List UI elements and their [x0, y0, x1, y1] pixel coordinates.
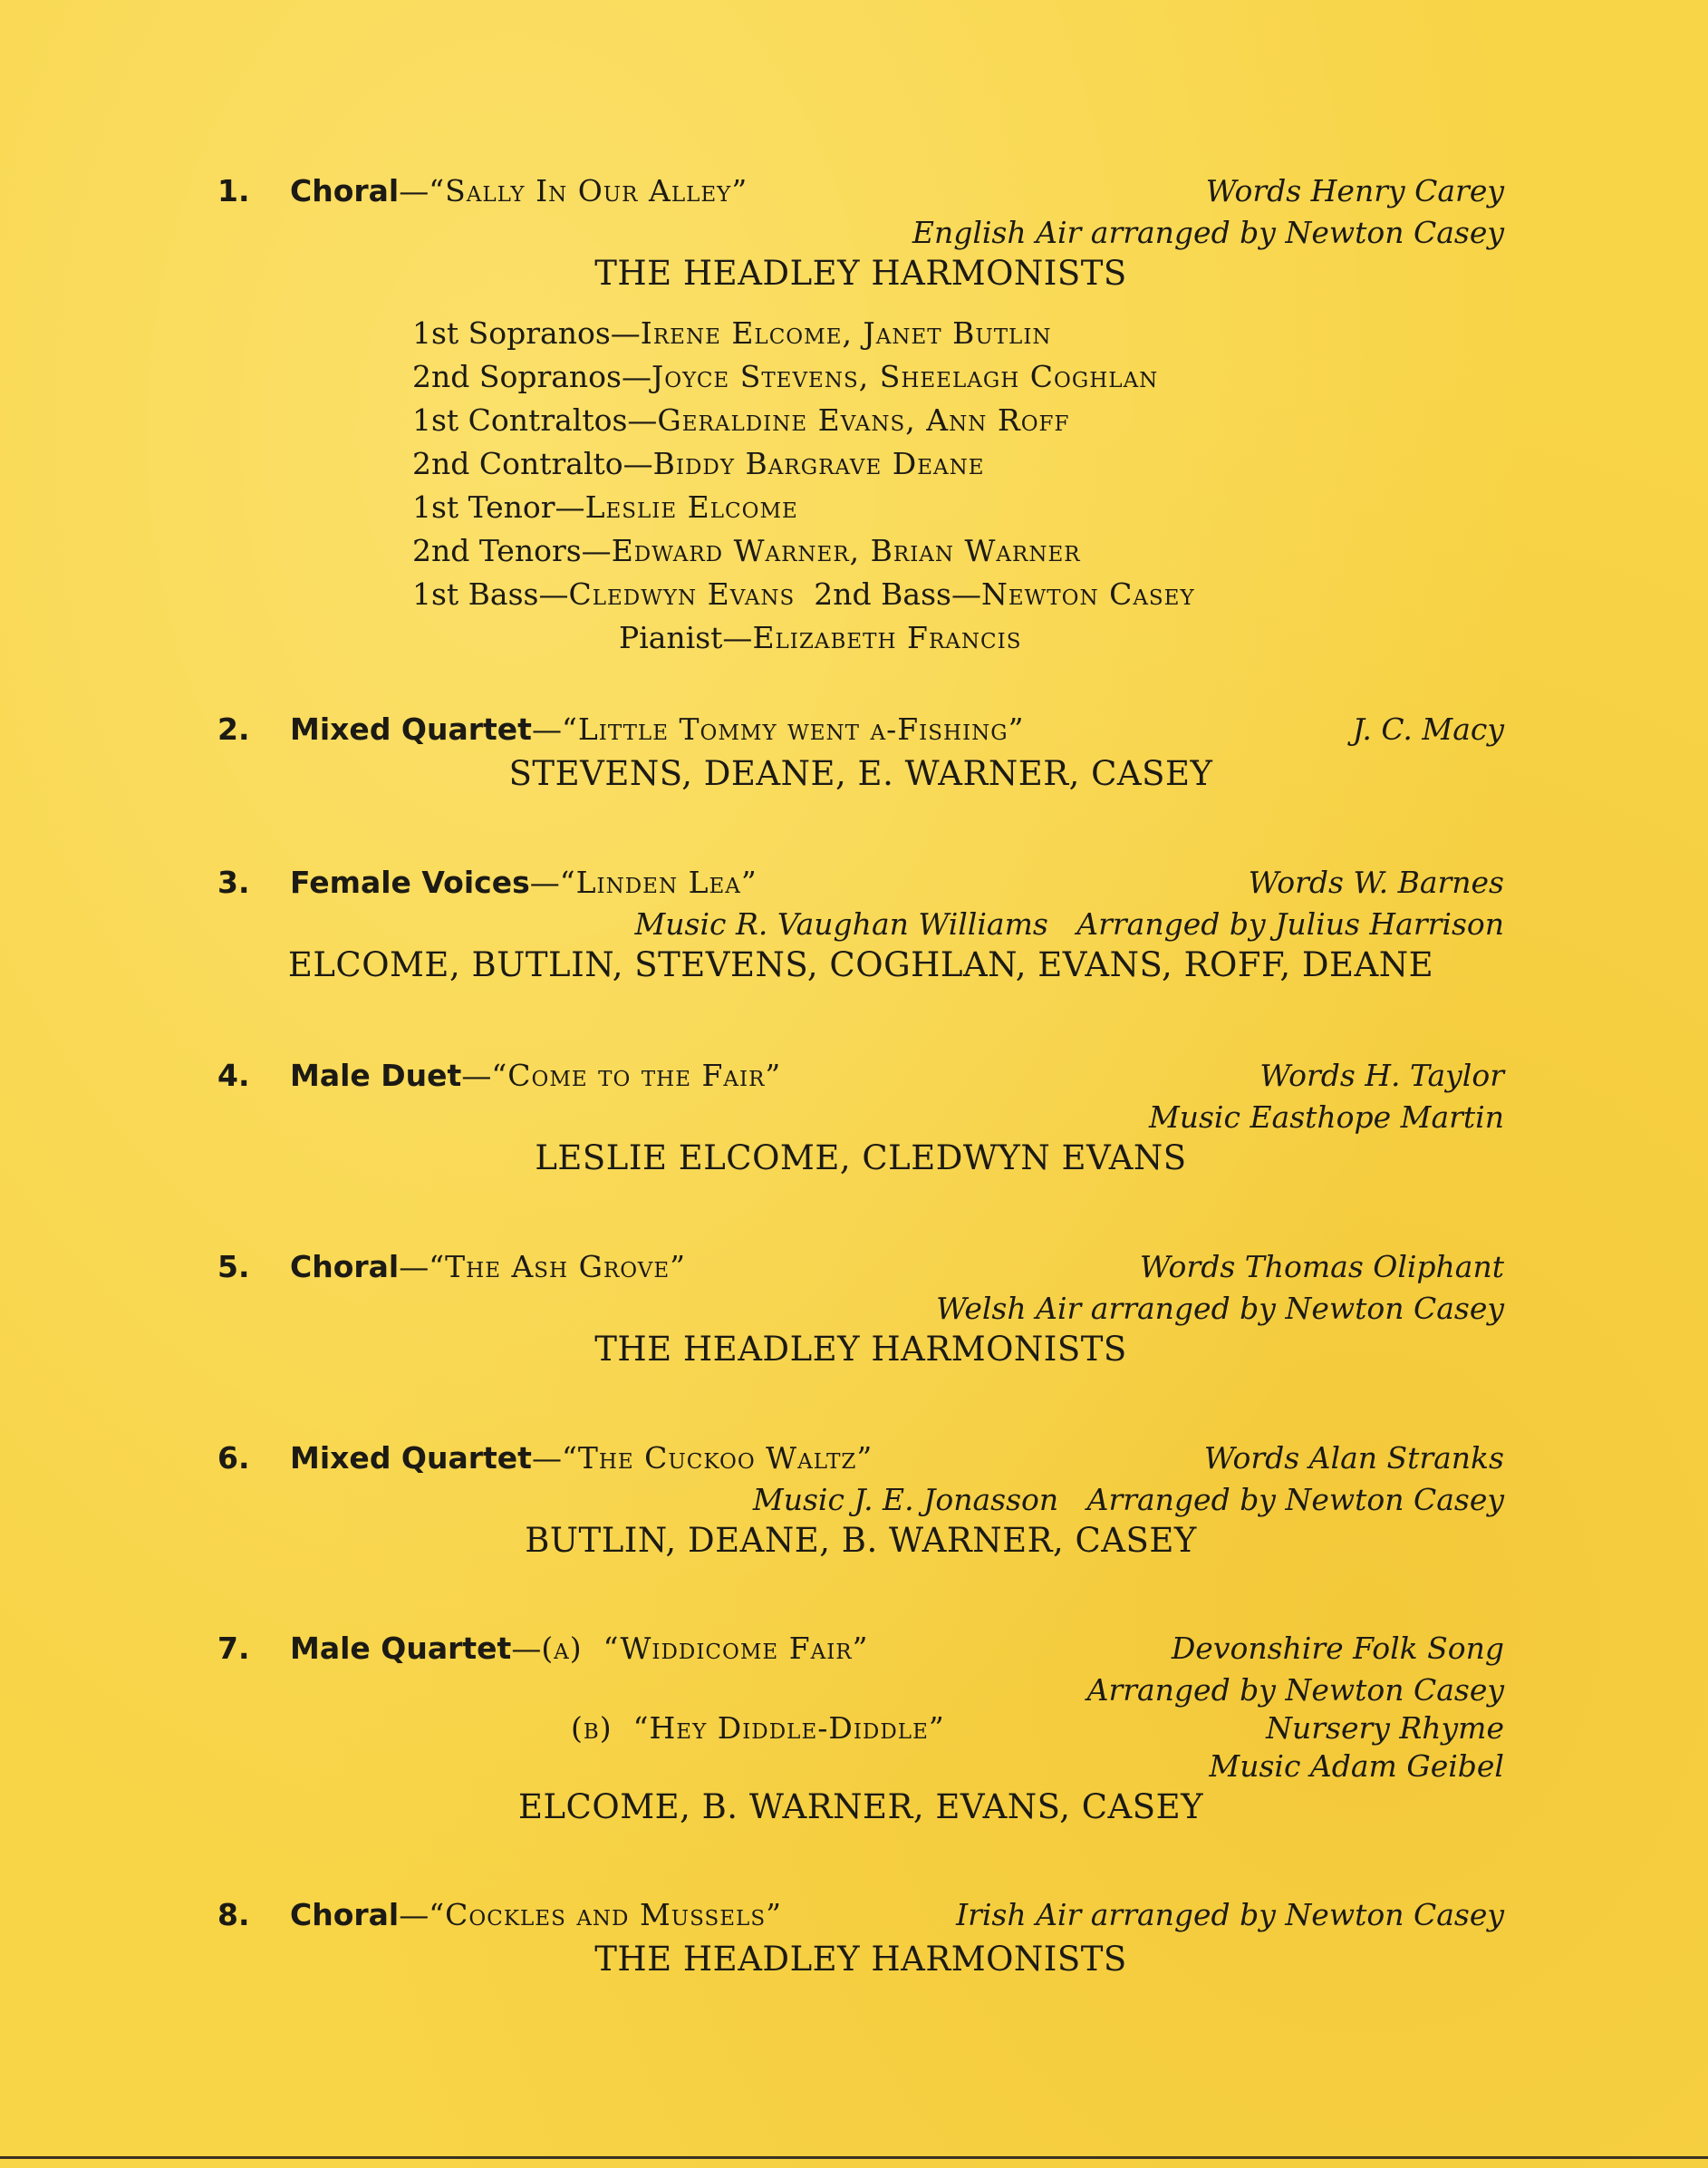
roster-part: 2nd Contralto—	[412, 446, 653, 481]
item-credit: Words Henry Carey	[1205, 173, 1504, 208]
item-head	[290, 1246, 686, 1288]
item-credit-secondary: Arranged by Newton Casey	[1086, 1672, 1504, 1708]
item-6-heading	[217, 1437, 1504, 1479]
item-head	[290, 1628, 868, 1670]
item-head	[290, 1894, 782, 1936]
item-title: “Linden Lea”	[559, 865, 758, 900]
item-title: “The Cuckoo Waltz”	[561, 1440, 873, 1476]
roster-part: 1st Sopranos—	[412, 315, 641, 351]
item-performers: ELCOME, B. WARNER, EVANS, CASEY	[517, 1787, 1204, 1826]
programme-item-8	[217, 1894, 1504, 1987]
programme-item-1	[217, 170, 1504, 301]
item-dash: —	[461, 1058, 492, 1093]
programme-item-2	[217, 709, 1504, 801]
roster-names: Newton Casey	[980, 576, 1195, 612]
roster-names: Joyce Stevens, Sheelagh Coghlan	[651, 359, 1159, 394]
item-1-credit-line	[217, 212, 1504, 250]
item-dash: —	[511, 1631, 542, 1666]
item-credit-secondary: English Air arranged by Newton Casey	[912, 215, 1504, 250]
item-genre: Mixed Quartet	[290, 711, 532, 747]
roster-part: Pianist—	[619, 620, 753, 655]
item-genre: Mixed Quartet	[290, 1440, 532, 1476]
item-genre: Male Duet	[290, 1058, 462, 1093]
item-7-credit-line-b	[217, 1746, 1504, 1784]
item-number: 4.	[217, 1058, 250, 1093]
item-genre: Choral	[290, 1249, 400, 1284]
item-performers: THE HEADLEY HARMONISTS	[594, 1940, 1127, 1979]
pianist-line	[412, 616, 1409, 660]
item-dash: —	[399, 173, 429, 208]
roster-line	[412, 355, 1409, 399]
item-number: 1.	[217, 173, 250, 208]
item-genre: Choral	[290, 173, 400, 208]
roster-names: Edward Warner, Brian Warner	[611, 533, 1081, 568]
programme-item-5	[217, 1246, 1504, 1377]
item-3-heading	[217, 862, 1504, 904]
item-performers: THE HEADLEY HARMONISTS	[594, 1330, 1127, 1369]
item-credit: Words Alan Stranks	[1203, 1440, 1504, 1476]
item-credit-secondary: Music Adam Geibel	[1209, 1748, 1504, 1784]
roster-names: Elizabeth Francis	[752, 620, 1022, 655]
item-credit: Words W. Barnes	[1248, 865, 1504, 900]
item-credit-secondary: Music Easthope Martin	[1148, 1099, 1504, 1135]
item-number: 8.	[217, 1897, 250, 1932]
item-performers: ELCOME, BUTLIN, STEVENS, COGHLAN, EVANS, ROFF, DEANE	[287, 945, 1434, 984]
item-genre: Female Voices	[290, 865, 530, 900]
programme-item-3	[217, 862, 1504, 992]
roster-part: 1st Tenor—	[412, 489, 585, 525]
item-performers: BUTLIN, DEANE, B. WARNER, CASEY	[525, 1521, 1197, 1560]
item-dash: —	[529, 865, 560, 900]
harmonists-roster	[412, 312, 1409, 660]
roster-part: 2nd Sopranos—	[412, 359, 651, 394]
item-number: 2.	[217, 711, 250, 747]
item-head	[290, 170, 748, 212]
item-title: “Cockles and Mussels”	[429, 1897, 782, 1932]
item-number: 3.	[217, 865, 250, 900]
roster-part: 1st Contraltos—	[412, 402, 658, 438]
roster-line	[412, 486, 1409, 529]
item-credit: Words H. Taylor	[1259, 1058, 1504, 1093]
roster-names: Cledwyn Evans	[568, 576, 796, 612]
item-genre: Male Quartet	[290, 1631, 512, 1666]
item-7-heading	[217, 1628, 1504, 1670]
item-performers: THE HEADLEY HARMONISTS	[594, 254, 1127, 293]
roster-line	[412, 442, 1409, 486]
item-credit: Nursery Rhyme	[1266, 1710, 1504, 1746]
roster-names: Geraldine Evans, Ann Roff	[657, 402, 1070, 438]
item-8-heading	[217, 1894, 1504, 1936]
item-part-a: (a) “Widdicome Fair”	[541, 1631, 869, 1666]
programme-item-7	[217, 1628, 1504, 1834]
roster-part: 2nd Bass—	[795, 576, 981, 612]
roster-names: Leslie Elcome	[584, 489, 798, 525]
roster-line	[412, 399, 1409, 442]
item-dash: —	[399, 1249, 429, 1284]
item-credit: Irish Air arranged by Newton Casey	[956, 1897, 1504, 1932]
item-head	[290, 709, 1025, 750]
item-number: 5.	[217, 1249, 250, 1284]
roster-line	[412, 529, 1409, 573]
item-dash: —	[531, 1440, 562, 1476]
roster-part: 2nd Tenors—	[412, 533, 612, 568]
item-head	[290, 1055, 781, 1097]
item-number: 7.	[217, 1631, 250, 1666]
item-dash: —	[399, 1897, 429, 1932]
item-1-heading	[217, 170, 1504, 212]
item-title: “Come to the Fair”	[491, 1058, 782, 1093]
item-part-b: (b) “Hey Diddle-Diddle”	[571, 1710, 945, 1746]
page-edge-line	[0, 2156, 1708, 2159]
item-dash: —	[531, 711, 562, 747]
item-credit: J. C. Macy	[1352, 711, 1504, 747]
item-performers: STEVENS, DEANE, E. WARNER, CASEY	[508, 754, 1213, 793]
item-4-credit-line	[217, 1097, 1504, 1135]
item-genre: Choral	[290, 1897, 400, 1932]
item-credit: Devonshire Folk Song	[1171, 1631, 1504, 1666]
item-number: 6.	[217, 1440, 250, 1476]
item-performers: LESLIE ELCOME, CLEDWYN EVANS	[535, 1138, 1187, 1177]
roster-names: Irene Elcome, Janet Butlin	[640, 315, 1052, 351]
item-title: “The Ash Grove”	[429, 1249, 687, 1284]
item-credit-secondary: Music J. E. Jonasson Arranged by Newton Casey	[752, 1482, 1504, 1517]
item-title: “Sally In Our Alley”	[429, 173, 748, 208]
item-6-credit-line	[217, 1479, 1504, 1517]
roster-part: 1st Bass—	[412, 576, 569, 612]
item-head	[290, 1437, 873, 1479]
item-head	[290, 862, 758, 904]
roster-line	[412, 312, 1409, 355]
item-credit-secondary: Welsh Air arranged by Newton Casey	[936, 1291, 1504, 1326]
item-title: “Little Tommy went a-Fishing”	[561, 711, 1025, 747]
programme-item-4	[217, 1055, 1504, 1186]
item-credit-secondary: Music R. Vaughan Williams Arranged by Julius Harrison	[634, 906, 1504, 942]
item-7-part-b-line	[217, 1708, 1504, 1746]
item-7-credit-line-a	[217, 1670, 1504, 1708]
item-4-heading	[217, 1055, 1504, 1097]
roster-line	[412, 573, 1409, 616]
item-3-credit-line	[217, 904, 1504, 942]
item-5-heading	[217, 1246, 1504, 1288]
roster-names: Biddy Bargrave Deane	[652, 446, 985, 481]
item-credit: Words Thomas Oliphant	[1139, 1249, 1504, 1284]
item-5-credit-line	[217, 1288, 1504, 1326]
item-2-heading	[217, 709, 1504, 750]
programme-item-6	[217, 1437, 1504, 1568]
